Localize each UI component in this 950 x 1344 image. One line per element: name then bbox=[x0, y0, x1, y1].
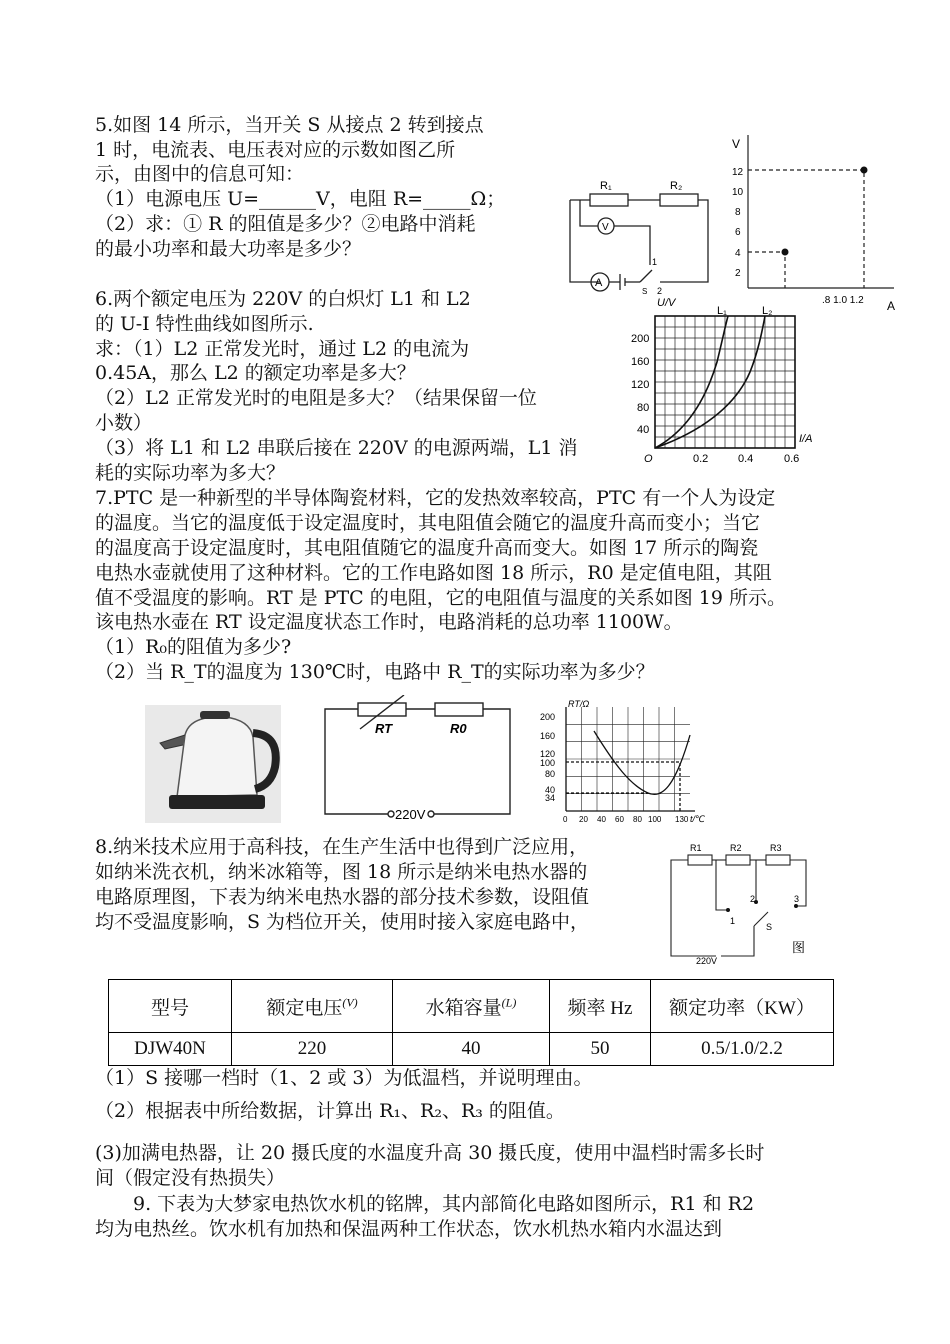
header-model: 型号 bbox=[109, 980, 232, 1033]
q6-origin-label: O bbox=[644, 453, 653, 465]
q6-line-1: 6.两个额定电压为 220V 的白炽灯 L1 和 L2 bbox=[95, 288, 471, 310]
q8-figure-label: 图 bbox=[792, 940, 806, 955]
kettle-image bbox=[145, 705, 281, 823]
kettle-photo bbox=[145, 705, 281, 823]
q5-r1-label: R₁ bbox=[600, 180, 612, 192]
q6-line-8: 耗的实际功率为多大？ bbox=[95, 462, 286, 484]
q6-ytick-40: 40 bbox=[637, 424, 650, 436]
q8-contact-1: 1 bbox=[730, 916, 736, 926]
q5-ytick-4: 4 bbox=[735, 248, 741, 259]
header-tank-capacity: 水箱容量$^{(L)}$ bbox=[393, 980, 550, 1033]
q5-line-4: （1）电源电压 U=______V，电阻 R=_____Ω； bbox=[95, 188, 506, 210]
q8-contact-3: 3 bbox=[794, 894, 800, 904]
q6-xtick-0.6: 0.6 bbox=[784, 453, 800, 465]
q7-ytick-120: 120 bbox=[540, 749, 556, 759]
q7-r0-label: R0 bbox=[450, 721, 467, 736]
q6-ytick-120: 120 bbox=[631, 379, 650, 391]
q8-line-1: 8.纳米技术应用于高科技，在生产生活中也得到广泛应用， bbox=[95, 836, 589, 858]
q8-voltage-label: 220V bbox=[696, 956, 718, 966]
q5-line-6: 的最小功率和最大功率是多少？ bbox=[95, 238, 362, 260]
q8-sub-2: （2）根据表中所给数据，计算出 R₁、R₂、R₃ 的阻值。 bbox=[95, 1100, 565, 1122]
q8-sub-3b: 间（假定没有热损失） bbox=[95, 1167, 286, 1189]
header-rated-voltage: 额定电压$^{(V)}$ bbox=[232, 980, 393, 1033]
q7-rt-chart bbox=[530, 695, 720, 827]
q5-circuit-diagram bbox=[560, 170, 720, 300]
q6-ytick-80: 80 bbox=[637, 402, 650, 414]
q7-rt-label: RT bbox=[375, 721, 393, 736]
cell-frequency: 50 bbox=[550, 1033, 651, 1066]
q7-chart-ylabel: RT/Ω bbox=[568, 699, 590, 709]
q7-ytick-100: 100 bbox=[540, 758, 556, 768]
q6-xtick-0.2: 0.2 bbox=[693, 453, 709, 465]
q7-chart-xlabel: t/℃ bbox=[690, 814, 706, 824]
cell-model: DJW40N bbox=[109, 1033, 232, 1066]
q8-line-2: 如纳米洗衣机，纳米冰箱等，图 18 所示是纳米电热水器的 bbox=[95, 861, 588, 883]
q8-switch-label: S bbox=[766, 922, 773, 932]
q5-ytick-6: 6 bbox=[735, 227, 741, 238]
spec-table-header-row bbox=[109, 980, 834, 1033]
q9-line-2: 均为电热丝。饮水机有加热和保温两种工作状态，饮水机热水箱内水温达到 bbox=[95, 1218, 723, 1240]
q6-ytick-160: 160 bbox=[631, 356, 650, 368]
q8-circuit-diagram bbox=[666, 838, 824, 970]
q7-voltage-label: 220V bbox=[395, 807, 426, 822]
header-rated-power: 额定功率（KW） bbox=[651, 980, 834, 1033]
q5-r2-label: R₂ bbox=[670, 180, 683, 192]
q7-ytick-40: 40 bbox=[545, 785, 556, 795]
q7-line-3: 的温度高于设定温度时，其电阻值随它的温度升高而变大。如图 17 所示的陶瓷 bbox=[95, 537, 759, 559]
q8-r3-label: R3 bbox=[770, 843, 782, 853]
q5-line-5: （2）求：① R 的阻值是多少？②电路中消耗 bbox=[95, 213, 476, 235]
q8-sub-3a: (3)加满电热器，让 20 摄氏度的水温度升高 30 摄氏度，使用中温档时需多长时 bbox=[95, 1142, 765, 1164]
q7-sub-1: （1）R₀的阻值为多少? bbox=[95, 636, 292, 658]
q7-xtick-100: 100 bbox=[648, 815, 662, 824]
q5-line-1: 5.如图 14 所示，当开关 S 从接点 2 转到接点 bbox=[95, 114, 484, 136]
q6-l1-label: L₁ bbox=[717, 305, 727, 317]
q8-contact-2: 2 bbox=[750, 894, 756, 904]
q7-xtick-60: 60 bbox=[615, 815, 624, 824]
q6-xtick-0.4: 0.4 bbox=[738, 453, 754, 465]
q5-ytick-12: 12 bbox=[732, 167, 744, 178]
spec-table bbox=[108, 979, 834, 1066]
q7-line-5: 值不受温度的影响。RT 是 PTC 的电阻，它的电阻值与温度的关系如图 19 所示。 bbox=[95, 587, 787, 609]
q6-line-7: （3）将 L1 和 L2 串联后接在 220V 的电源两端，L1 消 bbox=[95, 437, 578, 459]
q6-line-6: 小数） bbox=[95, 412, 153, 434]
header-frequency: 频率 Hz bbox=[550, 980, 651, 1033]
q5-line-2: 1 时，电流表、电压表对应的示数如图乙所 bbox=[95, 139, 456, 161]
q7-line-2: 的温度。当它的温度低于设定温度时，其电阻值会随它的温度升高而变小；当它 bbox=[95, 512, 761, 534]
q5-ytick-10: 10 bbox=[732, 187, 744, 198]
q8-line-3: 电路原理图，下表为纳米电热水器的部分技术参数，设阻值 bbox=[95, 886, 590, 908]
cell-tank-capacity: 40 bbox=[393, 1033, 550, 1066]
q6-line-2: 的 U-I 特性曲线如图所示. bbox=[95, 313, 314, 335]
q7-xtick-130: 130 bbox=[675, 815, 689, 824]
q7-line-4: 电热水壶就使用了这种材料。它的工作电路如图 18 所示，R0 是定值电阻，其阻 bbox=[95, 562, 772, 584]
q5-contact-1: 1 bbox=[652, 257, 658, 267]
cell-rated-voltage: 220 bbox=[232, 1033, 393, 1066]
q5-xticks: .8 1.0 1.2 bbox=[822, 295, 864, 306]
q5-line-3: 示，由图中的信息可知： bbox=[95, 163, 305, 185]
q7-xtick-0: 0 bbox=[563, 815, 568, 824]
q6-line-3: 求：（1）L2 正常发光时，通过 L2 的电流为 bbox=[95, 338, 470, 360]
q7-ytick-200: 200 bbox=[540, 712, 556, 722]
q7-xtick-20: 20 bbox=[579, 815, 588, 824]
q8-sub-1: （1）S 接哪一档时（1、2 或 3）为低温档，并说明理由。 bbox=[95, 1067, 593, 1089]
q6-line-4: 0.45A，那么 L2 的额定功率是多大？ bbox=[95, 362, 416, 384]
cell-rated-power: 0.5/1.0/2.2 bbox=[651, 1033, 834, 1066]
q5-ytick-2: 2 bbox=[735, 268, 741, 279]
q7-ytick-80: 80 bbox=[545, 769, 556, 779]
spec-table-row bbox=[109, 1033, 834, 1066]
q8-line-4: 均不受温度影响，S 为档位开关，使用时接入家庭电路中， bbox=[95, 911, 590, 933]
q5-switch-label: S bbox=[642, 287, 648, 296]
q7-xtick-80: 80 bbox=[633, 815, 642, 824]
q7-sub-2: （2）当 R_T的温度为 130℃时，电路中 R_T的实际功率为多少？ bbox=[95, 661, 655, 683]
q6-ui-chart bbox=[625, 292, 830, 468]
q7-ytick-160: 160 bbox=[540, 731, 556, 741]
q6-line-5: （2）L2 正常发光时的电阻是多大？（结果保留一位 bbox=[95, 387, 537, 409]
q7-ytick-34: 34 bbox=[545, 793, 556, 803]
q5-graph-ylabel: V bbox=[732, 137, 741, 151]
q6-chart-ylabel: U/V bbox=[657, 297, 676, 309]
q5-contact-2: 2 bbox=[657, 286, 663, 296]
q5-va-graph bbox=[722, 130, 902, 315]
q5-ytick-8: 8 bbox=[735, 207, 741, 218]
q5-voltmeter-label: V bbox=[602, 222, 609, 233]
q7-circuit-diagram bbox=[320, 695, 515, 825]
q9-line-1: 9. 下表为大梦家电热饮水机的铭牌，其内部简化电路如图所示，R1 和 R2 bbox=[95, 1193, 755, 1215]
q6-ytick-200: 200 bbox=[631, 333, 650, 345]
q7-line-6: 该电热水壶在 RT 设定温度状态工作时，电路消耗的总功率 1100W。 bbox=[95, 611, 683, 633]
q8-r1-label: R1 bbox=[690, 843, 702, 853]
q7-line-1: 7.PTC 是一种新型的半导体陶瓷材料，它的发热效率较高，PTC 有一个人为设定 bbox=[95, 487, 776, 509]
q7-xtick-40: 40 bbox=[597, 815, 606, 824]
q8-r2-label: R2 bbox=[730, 843, 742, 853]
q6-chart-xlabel: I/A bbox=[799, 433, 813, 445]
q5-ammeter-label: A bbox=[595, 277, 603, 289]
q6-l2-label: L₂ bbox=[762, 305, 773, 317]
q5-graph-xlabel: A bbox=[887, 299, 896, 313]
